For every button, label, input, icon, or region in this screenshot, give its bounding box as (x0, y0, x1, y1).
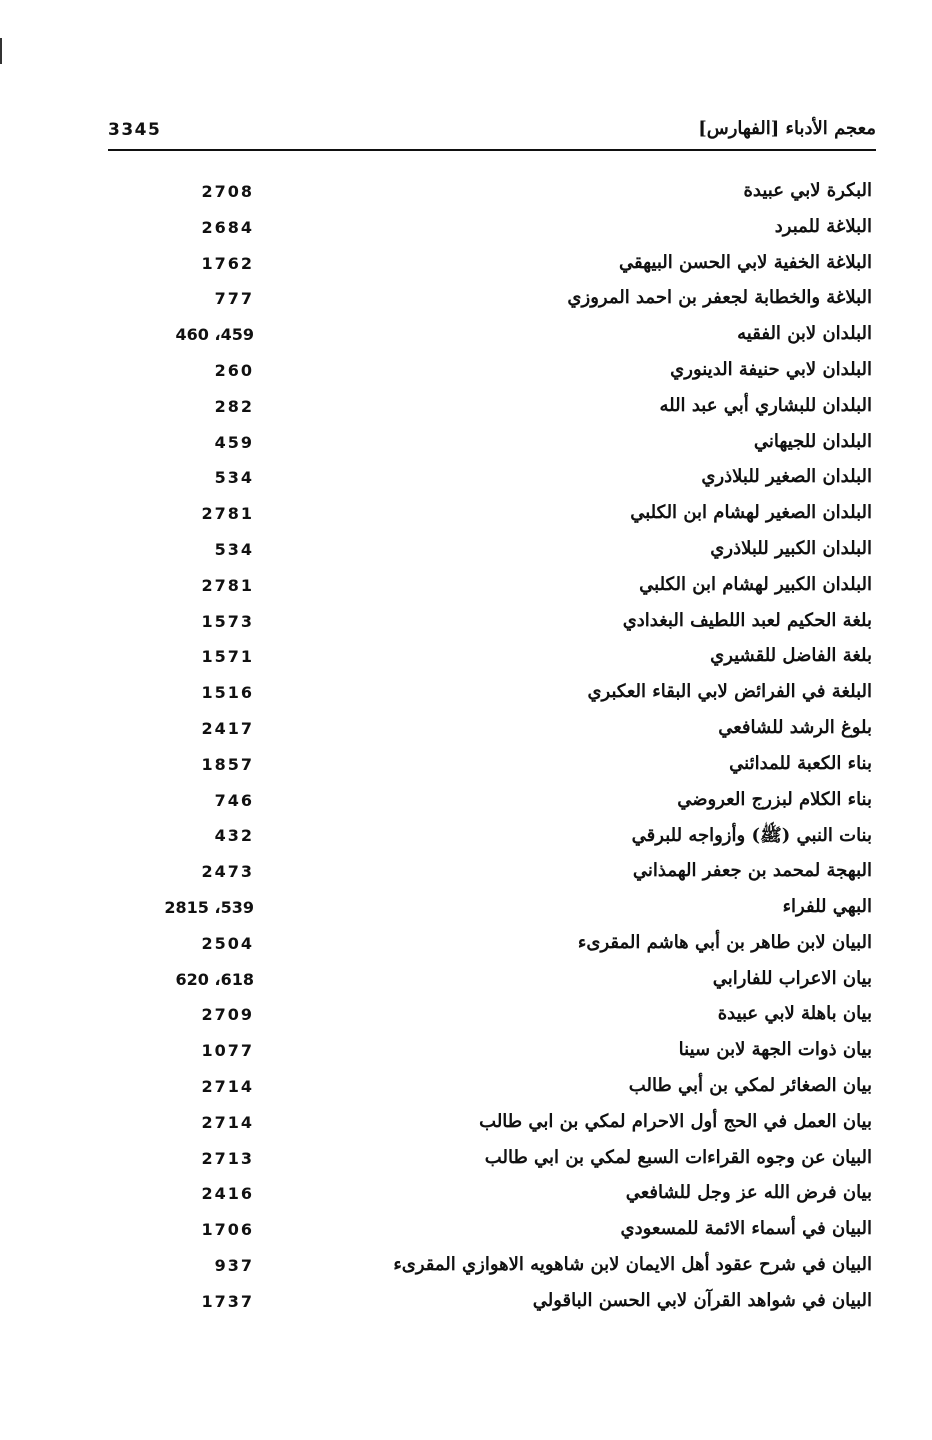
entry-title: بناء الكلام لبزرج العروضي (677, 788, 872, 810)
entry-page-numbers: 2714 (201, 1112, 254, 1132)
index-entry (0, 643, 932, 679)
index-entry (0, 1216, 932, 1252)
entry-title: البلاغة الخفية لابي الحسن البيهقي (619, 251, 872, 273)
entry-title: البلدان لابن الفقيه (737, 323, 872, 345)
entry-title: البهجة لمحمد بن جعفر الهمذاني (632, 860, 872, 882)
entry-title: بيان الاعراب للفارابي (712, 967, 872, 989)
entry-page-numbers: 1762 (201, 253, 254, 273)
entry-title: البلاغة للمبرد (774, 215, 872, 237)
entry-title: البلدان الصغير لهشام ابن الكلبي (630, 502, 872, 524)
entry-page-numbers: 1077 (201, 1041, 254, 1061)
index-entry (0, 285, 932, 321)
entry-title: البلدان الكبير لهشام ابن الكلبي (639, 573, 872, 595)
entry-page-numbers: 618، 620 (175, 969, 254, 989)
index-entry (0, 822, 932, 858)
entry-page-numbers: 459 (214, 432, 254, 452)
index-entry (0, 1180, 932, 1216)
index-entry (0, 787, 932, 823)
entry-page-numbers: 746 (214, 790, 254, 810)
index-entry (0, 1288, 932, 1324)
entry-page-numbers: 1857 (201, 754, 254, 774)
index-entry (0, 214, 932, 250)
index-entry (0, 1145, 932, 1181)
entry-page-numbers: 2781 (201, 504, 254, 524)
entry-title: البيان لابن طاهر بن أبي هاشم المقرىء (577, 931, 872, 953)
entry-title: البلدان الصغير للبلاذري (701, 466, 872, 488)
entry-page-numbers: 2714 (201, 1076, 254, 1096)
index-entry (0, 966, 932, 1002)
entry-page-numbers: 260 (214, 360, 254, 380)
scan-edge-mark (0, 38, 2, 64)
entry-title: البلدان للبشاري أبي عبد الله (659, 394, 872, 416)
entry-title: البلدان للجيهاني (753, 430, 872, 452)
entry-page-numbers: 459، 460 (175, 325, 254, 345)
index-entry (0, 536, 932, 572)
entry-page-numbers: 534 (214, 539, 254, 559)
index-entry (0, 250, 932, 286)
entry-title: بلغة الفاضل للقشيري (710, 645, 872, 667)
page-number: 3345 (108, 120, 162, 140)
entry-page-numbers: 1573 (201, 611, 254, 631)
entry-page-numbers: 937 (214, 1255, 254, 1275)
entry-page-numbers: 2417 (201, 718, 254, 738)
entry-page-numbers: 2781 (201, 575, 254, 595)
entry-title: بيان العمل في الحج أول الاحرام لمكي بن ابي طالب (479, 1110, 872, 1132)
entry-title: البكرة لابي عبيدة (743, 180, 872, 201)
index-entry (0, 500, 932, 536)
entry-page-numbers: 539، 2815 (164, 897, 254, 917)
index-entry (0, 464, 932, 500)
running-title: معجم الأدباء [الفهارس] (698, 118, 876, 139)
index-entry (0, 1252, 932, 1288)
entry-title: البيان في شواهد القرآن لابي الحسن الباقولي (532, 1289, 872, 1311)
index-entry (0, 894, 932, 930)
index-entry (0, 715, 932, 751)
index-entries (0, 178, 932, 1324)
entry-title: بيان ذوات الجهة لابن سينا (678, 1039, 872, 1061)
index-entry (0, 393, 932, 429)
entry-page-numbers: 2713 (201, 1148, 254, 1168)
index-entry (0, 178, 932, 214)
entry-title: البيان عن وجوه القراءات السبع لمكي بن ابي طالب (484, 1146, 872, 1168)
index-entry (0, 858, 932, 894)
index-entry (0, 1073, 932, 1109)
index-entry (0, 1037, 932, 1073)
header-divider (108, 149, 876, 151)
entry-page-numbers: 282 (214, 396, 254, 416)
entry-title: البلدان الكبير للبلاذري (710, 537, 872, 559)
index-entry (0, 1001, 932, 1037)
index-entry (0, 1109, 932, 1145)
entry-page-numbers: 777 (214, 289, 254, 309)
entry-page-numbers: 1737 (201, 1291, 254, 1311)
entry-title: البيان في أسماء الائمة للمسعودي (620, 1218, 872, 1240)
entry-title: البلدان لابي حنيفة الدينوري (670, 358, 872, 380)
entry-page-numbers: 1516 (201, 683, 254, 703)
index-entry (0, 930, 932, 966)
entry-page-numbers: 2473 (201, 862, 254, 882)
index-entry (0, 679, 932, 715)
entry-title: البهي للفراء (782, 895, 872, 917)
entry-page-numbers: 2708 (201, 182, 254, 201)
entry-page-numbers: 2709 (201, 1005, 254, 1025)
entry-page-numbers: 2504 (201, 933, 254, 953)
entry-page-numbers: 2416 (201, 1184, 254, 1204)
entry-page-numbers: 2684 (201, 217, 254, 237)
entry-title: البلغة في الفرائض لابي البقاء العكبري (587, 681, 872, 703)
entry-title: البلاغة والخطابة لجعفر بن احمد المروزي (567, 287, 872, 309)
entry-title: البيان في شرح عقود أهل الايمان لابن شاهويه الاهوازي المقرىء (393, 1253, 872, 1275)
entry-page-numbers: 534 (214, 468, 254, 488)
index-entry (0, 321, 932, 357)
entry-title: بلغة الحكيم لعبد اللطيف البغدادي (622, 609, 872, 631)
index-entry (0, 751, 932, 787)
index-entry (0, 429, 932, 465)
entry-page-numbers: 1571 (201, 647, 254, 667)
entry-title: بنات النبي (ﷺ) وأزواجه للبرقي (631, 825, 872, 847)
entry-title: بلوغ الرشد للشافعي (718, 716, 872, 738)
page-header (108, 118, 876, 148)
index-entry (0, 572, 932, 608)
entry-page-numbers: 432 (214, 826, 254, 846)
index-entry (0, 608, 932, 644)
entry-page-numbers: 1706 (201, 1220, 254, 1240)
entry-title: بيان الصغائر لمكي بن أبي طالب (628, 1074, 872, 1096)
entry-title: بيان فرض الله عز وجل للشافعي (625, 1182, 872, 1204)
entry-title: بناء الكعبة للمدائني (729, 752, 872, 774)
index-entry (0, 357, 932, 393)
entry-title: بيان باهلة لابي عبيدة (717, 1003, 872, 1025)
